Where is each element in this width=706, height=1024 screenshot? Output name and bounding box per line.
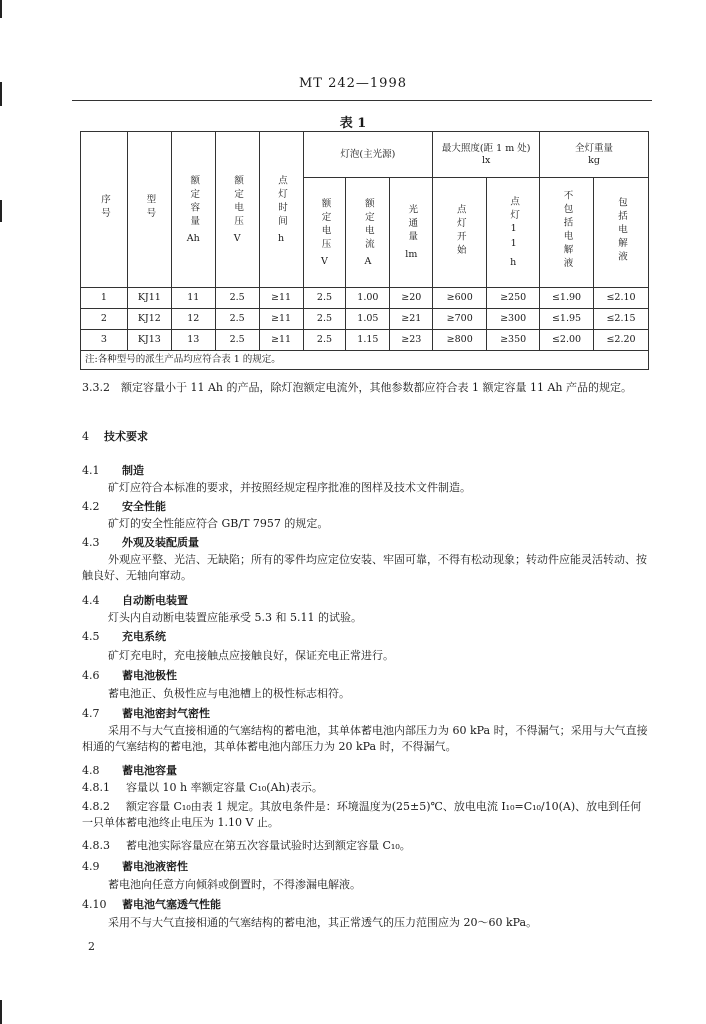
cell-voltage: 2.5 <box>215 309 259 330</box>
header-lighting-time: 点灯时间 h <box>259 132 303 288</box>
cell-flux: ≥21 <box>390 309 433 330</box>
header-weight-incl: 包括电解液 <box>594 178 649 288</box>
cell-illum-11h: ≥350 <box>487 330 540 351</box>
header-rule <box>72 100 652 101</box>
table-row <box>81 330 649 351</box>
section-4-7-heading: 4.7 蓄电池密封气密性 <box>82 707 210 720</box>
cell-model: KJ12 <box>127 309 171 330</box>
header-model: 型号 <box>127 132 171 288</box>
cell-capacity: 11 <box>171 288 215 309</box>
section-4-9-text: 蓄电池向任意方向倾斜或倒置时，不得渗漏电解液。 <box>108 878 361 891</box>
section-4-10-heading: 4.10 蓄电池气塞透气性能 <box>82 898 221 911</box>
cell-bulb-current: 1.15 <box>346 330 390 351</box>
section-4-10-text: 采用不与大气直接相通的气塞结构的蓄电池，其正常透气的压力范围应为 20～60 kPa。 <box>108 916 538 929</box>
page-header: MT 242—1998 <box>298 76 407 91</box>
cell-bulb-current: 1.05 <box>346 309 390 330</box>
cell-bulb-voltage: 2.5 <box>303 330 346 351</box>
cell-capacity: 13 <box>171 330 215 351</box>
section-4-1-text: 矿灯应符合本标准的要求，并按照经规定程序批准的图样及技术文件制造。 <box>108 481 471 494</box>
section-4-5-text: 矿灯充电时，充电接触点应接触良好，保证充电正常进行。 <box>108 649 394 662</box>
section-4-9-heading: 4.9 蓄电池液密性 <box>82 860 188 873</box>
section-4-heading: 4 技术要求 <box>82 430 148 443</box>
cell-illum-start: ≥800 <box>433 330 487 351</box>
header-illum-start: 点灯开始 <box>433 178 487 288</box>
header-voltage: 额定电压 V <box>215 132 259 288</box>
header-weight-group: 全灯重量 kg <box>540 132 649 178</box>
header-illum-group: 最大照度(距 1 m 处) lx <box>433 132 540 178</box>
cell-seq: 2 <box>81 309 128 330</box>
page-number: 2 <box>88 940 95 953</box>
section-4-3-text: 外观应平整、光洁、无缺陷；所有的零件均应定位安装、牢固可靠，不得有松动现象；转动件应能灵活转动、按触良好、无轴向窜动。 <box>82 553 647 582</box>
section-4-2-heading: 4.2 安全性能 <box>82 500 166 513</box>
section-4-6-text: 蓄电池正、负极性应与电池槽上的极性标志相符。 <box>108 687 350 700</box>
cell-voltage: 2.5 <box>215 288 259 309</box>
section-4-2-text: 矿灯的安全性能应符合 GB/T 7957 的规定。 <box>108 517 329 530</box>
cell-weight-excl: ≤2.00 <box>540 330 594 351</box>
section-4-8-1: 4.8.1 容量以 10 h 率额定容量 C₁₀(Ah)表示。 <box>82 781 323 794</box>
cell-flux: ≥20 <box>390 288 433 309</box>
cell-weight-incl: ≤2.10 <box>594 288 649 309</box>
cell-bulb-voltage: 2.5 <box>303 288 346 309</box>
spec-table <box>80 131 649 370</box>
cell-time: ≥11 <box>259 330 303 351</box>
cell-illum-11h: ≥250 <box>487 288 540 309</box>
section-4-5-heading: 4.5 充电系统 <box>82 630 166 643</box>
section-4-3-heading: 4.3 外观及装配质量 <box>82 536 199 549</box>
section-4-4-heading: 4.4 自动断电装置 <box>82 594 188 607</box>
header-bulb-current: 额定电流 A <box>346 178 390 288</box>
header-bulb-group: 灯泡(主光源) <box>303 132 433 178</box>
cell-illum-start: ≥700 <box>433 309 487 330</box>
cell-flux: ≥23 <box>390 330 433 351</box>
scan-edge-mark <box>0 1000 2 1024</box>
table-row <box>81 288 649 309</box>
cell-illum-11h: ≥300 <box>487 309 540 330</box>
scan-edge-mark <box>0 0 2 18</box>
cell-illum-start: ≥600 <box>433 288 487 309</box>
header-weight-excl: 不包括电解液 <box>540 178 594 288</box>
cell-seq: 3 <box>81 330 128 351</box>
table-note: 注:各种型号的派生产品均应符合表 1 的规定。 <box>81 351 649 370</box>
header-luminous-flux: 光通量 lm <box>390 178 433 288</box>
cell-model: KJ11 <box>127 288 171 309</box>
cell-seq: 1 <box>81 288 128 309</box>
cell-weight-incl: ≤2.15 <box>594 309 649 330</box>
paragraph-3-3-2: 3.3.2 额定容量小于 11 Ah 的产品，除灯泡额定电流外，其他参数都应符合表 1 额定容量 11 Ah 产品的规定。 <box>82 381 633 394</box>
cell-weight-excl: ≤1.90 <box>540 288 594 309</box>
cell-time: ≥11 <box>259 309 303 330</box>
section-4-8-heading: 4.8 蓄电池容量 <box>82 764 177 777</box>
header-bulb-voltage: 额定电压 V <box>303 178 346 288</box>
scan-edge-mark <box>0 200 2 222</box>
header-capacity: 额定容量 Ah <box>171 132 215 288</box>
cell-weight-incl: ≤2.20 <box>594 330 649 351</box>
section-4-7-text: 采用不与大气直接相通的气塞结构的蓄电池，其单体蓄电池内部压力为 60 kPa 时，不得漏气；采用与大气直接相通的气塞结构的蓄电池，其单体蓄电池内部压力为 20 kPa 时，不得漏气。 <box>82 724 648 753</box>
header-illum-11h: 点灯11 h <box>487 178 540 288</box>
section-4-8-3: 4.8.3 蓄电池实际容量应在第五次容量试验时达到额定容量 C₁₀。 <box>82 839 411 852</box>
cell-model: KJ13 <box>127 330 171 351</box>
table-row <box>81 309 649 330</box>
cell-capacity: 12 <box>171 309 215 330</box>
section-4-6-heading: 4.6 蓄电池极性 <box>82 669 177 682</box>
cell-weight-excl: ≤1.95 <box>540 309 594 330</box>
section-4-8-2: 4.8.2 额定容量 C₁₀由表 1 规定。其放电条件是：环境温度为(25±5)℃、放电电流 I₁₀=C₁₀/10(A)、放电到任何一只单体蓄电池终止电压为 1.10 V 止。 <box>82 800 642 829</box>
section-4-1-heading: 4.1 制造 <box>82 464 144 477</box>
table-caption: 表 1 <box>339 116 367 131</box>
cell-time: ≥11 <box>259 288 303 309</box>
header-seq: 序号 <box>81 132 128 288</box>
cell-bulb-current: 1.00 <box>346 288 390 309</box>
section-4-4-text: 灯头内自动断电装置应能承受 5.3 和 5.11 的试验。 <box>108 611 362 624</box>
cell-bulb-voltage: 2.5 <box>303 309 346 330</box>
cell-voltage: 2.5 <box>215 330 259 351</box>
